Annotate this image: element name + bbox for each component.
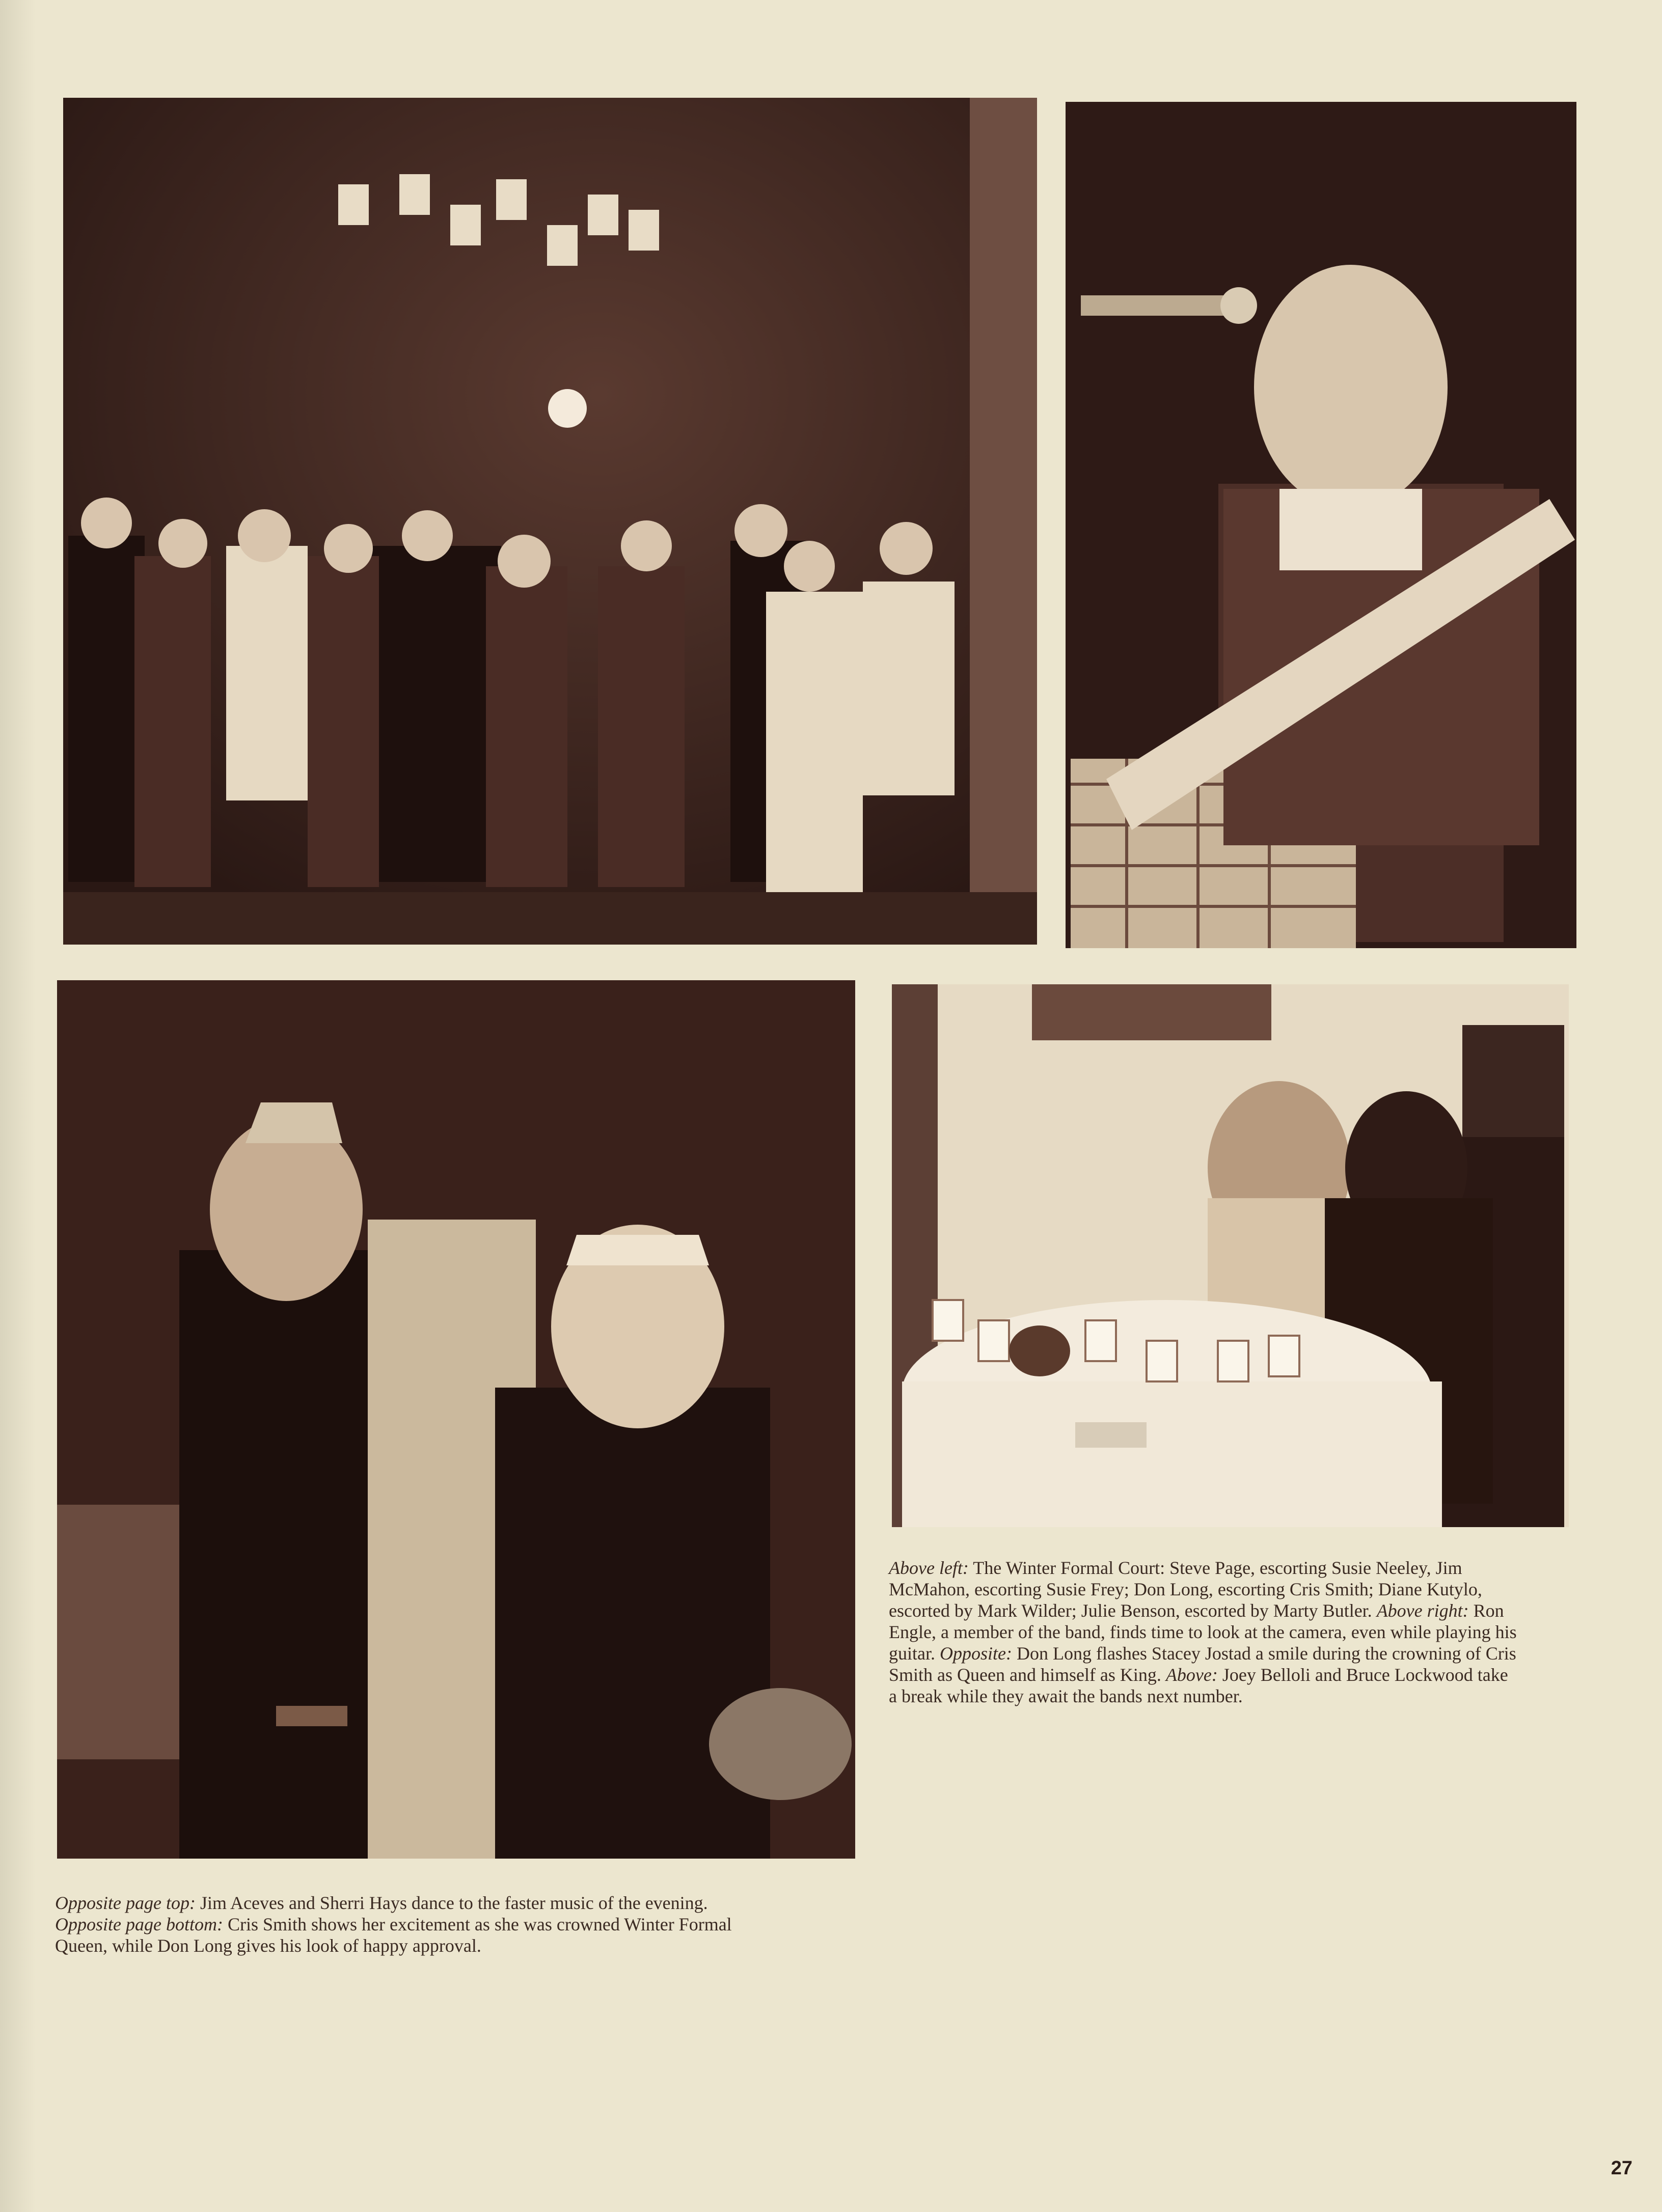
photo-crowning-king-queen (57, 980, 855, 1859)
caption-label-opposite-top: Opposite page top: (55, 1893, 196, 1913)
caption-text-opposite-top: Jim Aceves and Sherri Hays dance to the faster music of the evening. (195, 1893, 708, 1913)
caption-label-opposite-bottom: Opposite page bottom: (55, 1914, 223, 1934)
caption-text-above-left: The Winter Formal Court: Steve Page, escorting Susie Neeley, Jim McMahon, escorting Susie Frey; Don Long, escorting Cris Smith; Diane Kutylo, escorted by Mark Wilder; Julie Benson, escorted by Marty Butler. (889, 1558, 1482, 1621)
caption-text-opposite: Don Long flashes Stacey Jostad a smile during the crowning of Cris Smith as Queen and himself as King. (889, 1643, 1516, 1685)
photo-band-member-guitar (1066, 102, 1576, 948)
page-number: 27 (1611, 2158, 1632, 2179)
caption-label-above-left: Above left: (889, 1558, 969, 1578)
paper-edge (0, 0, 36, 2212)
caption-label-above-right: Above right: (1376, 1600, 1469, 1621)
caption-text-above: Joey Belloli and Bruce Lockwood take a break while they await the bands next number. (889, 1665, 1508, 1706)
caption-label-above: Above: (1165, 1665, 1218, 1685)
photo-table-break (892, 984, 1569, 1527)
caption-text-opposite-bottom: Cris Smith shows her excitement as she was crowned Winter Formal Queen, while Don Long gives his look of happy approval. (55, 1914, 732, 1956)
caption-text-above-right: Ron Engle, a member of the band, finds time to look at the camera, even while playing his guitar. (889, 1600, 1517, 1664)
caption-right (889, 1557, 1520, 1707)
caption-left (55, 1892, 773, 1956)
caption-label-opposite: Opposite: (939, 1643, 1012, 1664)
photo-winter-formal-court (63, 98, 1037, 945)
